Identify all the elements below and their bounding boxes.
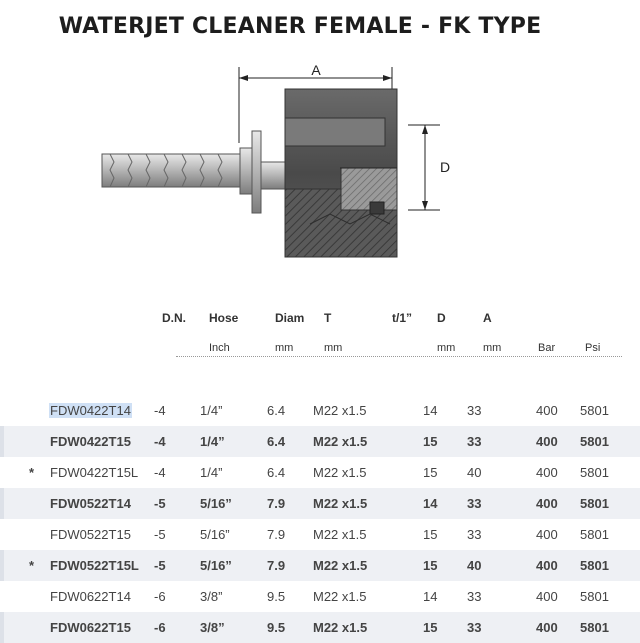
row-thread: M22 x1.5 [313,496,368,511]
table-row [0,612,640,643]
row-psi: 5801 [580,496,609,511]
row-dn: -6 [154,620,166,635]
col-header-t1: t/1” [392,311,413,325]
row-left-bar [0,612,4,643]
row-bar: 400 [536,465,558,480]
row-thread: M22 x1.5 [313,527,367,542]
row-thread: M22 x1.5 [313,434,368,449]
row-bar: 400 [536,620,558,635]
table-row [0,457,640,488]
row-bar: 400 [536,527,558,542]
dimension-d-label: D [440,159,451,175]
row-diam: 6.4 [267,465,286,480]
row-diam: 7.9 [267,496,286,511]
table-row [0,426,640,457]
unit-psi: Psi [585,342,601,354]
unit-diam: mm [275,342,294,354]
unit-hose: Inch [209,342,230,354]
col-header-d: D [437,311,446,325]
row-psi: 5801 [580,434,609,449]
row-a: 33 [467,496,482,511]
row-dn: -5 [154,558,166,573]
row-a: 33 [467,434,482,449]
row-diam: 6.4 [267,403,286,418]
row-dn: -6 [154,589,166,604]
row-d: 15 [423,527,438,542]
row-diam: 6.4 [267,434,286,449]
row-hose: 3/8” [200,620,225,635]
row-a: 40 [467,558,482,573]
row-psi: 5801 [580,465,609,480]
row-code: FDW0522T14 [50,496,131,511]
col-header-a: A [483,311,492,325]
row-a: 33 [467,589,482,604]
row-dn: -4 [154,465,166,480]
row-d: 15 [423,620,438,635]
table-row [0,550,640,581]
table-row [0,395,640,426]
row-diam: 7.9 [267,558,286,573]
dimension-a-label: A [311,62,321,78]
row-diam: 9.5 [267,589,286,604]
row-thread: M22 x1.5 [313,589,367,604]
row-star: * [29,558,35,573]
row-a: 40 [467,465,482,480]
row-diam: 9.5 [267,620,286,635]
table-row [0,519,640,550]
row-a: 33 [467,527,482,542]
row-psi: 5801 [580,527,609,542]
row-d: 15 [423,465,438,480]
row-d: 15 [423,558,438,573]
row-psi: 5801 [580,403,609,418]
unit-bar: Bar [538,342,556,354]
row-thread: M22 x1.5 [313,558,368,573]
row-dn: -5 [154,496,166,511]
row-code: FDW0522T15L [50,558,139,573]
row-psi: 5801 [580,589,609,604]
dimension-d [408,125,450,210]
row-bar: 400 [536,403,558,418]
row-code: FDW0422T15L [50,465,139,480]
row-bar: 400 [536,496,558,511]
table-row [0,581,640,612]
row-left-bar [0,550,4,581]
unit-a: mm [483,342,502,354]
row-left-bar [0,488,4,519]
row-code: FDW0522T15 [50,527,131,542]
row-hose: 5/16” [200,527,230,542]
col-header-dn: D.N. [162,311,186,325]
row-psi: 5801 [580,558,609,573]
header-divider [176,356,622,357]
row-thread: M22 x1.5 [313,620,368,635]
unit-t: mm [324,342,343,354]
row-thread: M22 x1.5 [313,403,367,418]
col-header-hose: Hose [209,311,239,325]
row-hose: 1/4” [200,434,225,449]
row-hose: 5/16” [200,558,232,573]
row-hose: 1/4” [200,465,223,480]
row-code: FDW0622T14 [50,589,131,604]
row-diam: 7.9 [267,527,286,542]
row-dn: -5 [154,527,166,542]
unit-d: mm [437,342,456,354]
fitting-drawing [80,56,460,266]
col-header-t: T [324,311,332,325]
row-d: 14 [423,589,438,604]
row-hose: 3/8” [200,589,223,604]
row-bar: 400 [536,589,558,604]
row-a: 33 [467,620,482,635]
row-code: FDW0422T14 [50,403,131,418]
row-hose: 5/16” [200,496,232,511]
row-bar: 400 [536,558,558,573]
row-bar: 400 [536,434,558,449]
nut-body [285,89,397,257]
row-thread: M22 x1.5 [313,465,367,480]
row-d: 15 [423,434,438,449]
row-code: FDW0422T15 [50,434,131,449]
page-title: WATERJET CLEANER FEMALE - FK TYPE [58,14,542,39]
row-star: * [29,465,35,480]
row-hose: 1/4” [200,403,223,418]
row-psi: 5801 [580,620,609,635]
row-d: 14 [423,496,438,511]
table-row [0,488,640,519]
row-dn: -4 [154,434,166,449]
row-dn: -4 [154,403,166,418]
row-code: FDW0622T15 [50,620,131,635]
row-a: 33 [467,403,482,418]
col-header-diam: Diam [275,311,305,325]
row-d: 14 [423,403,438,418]
row-left-bar [0,426,4,457]
